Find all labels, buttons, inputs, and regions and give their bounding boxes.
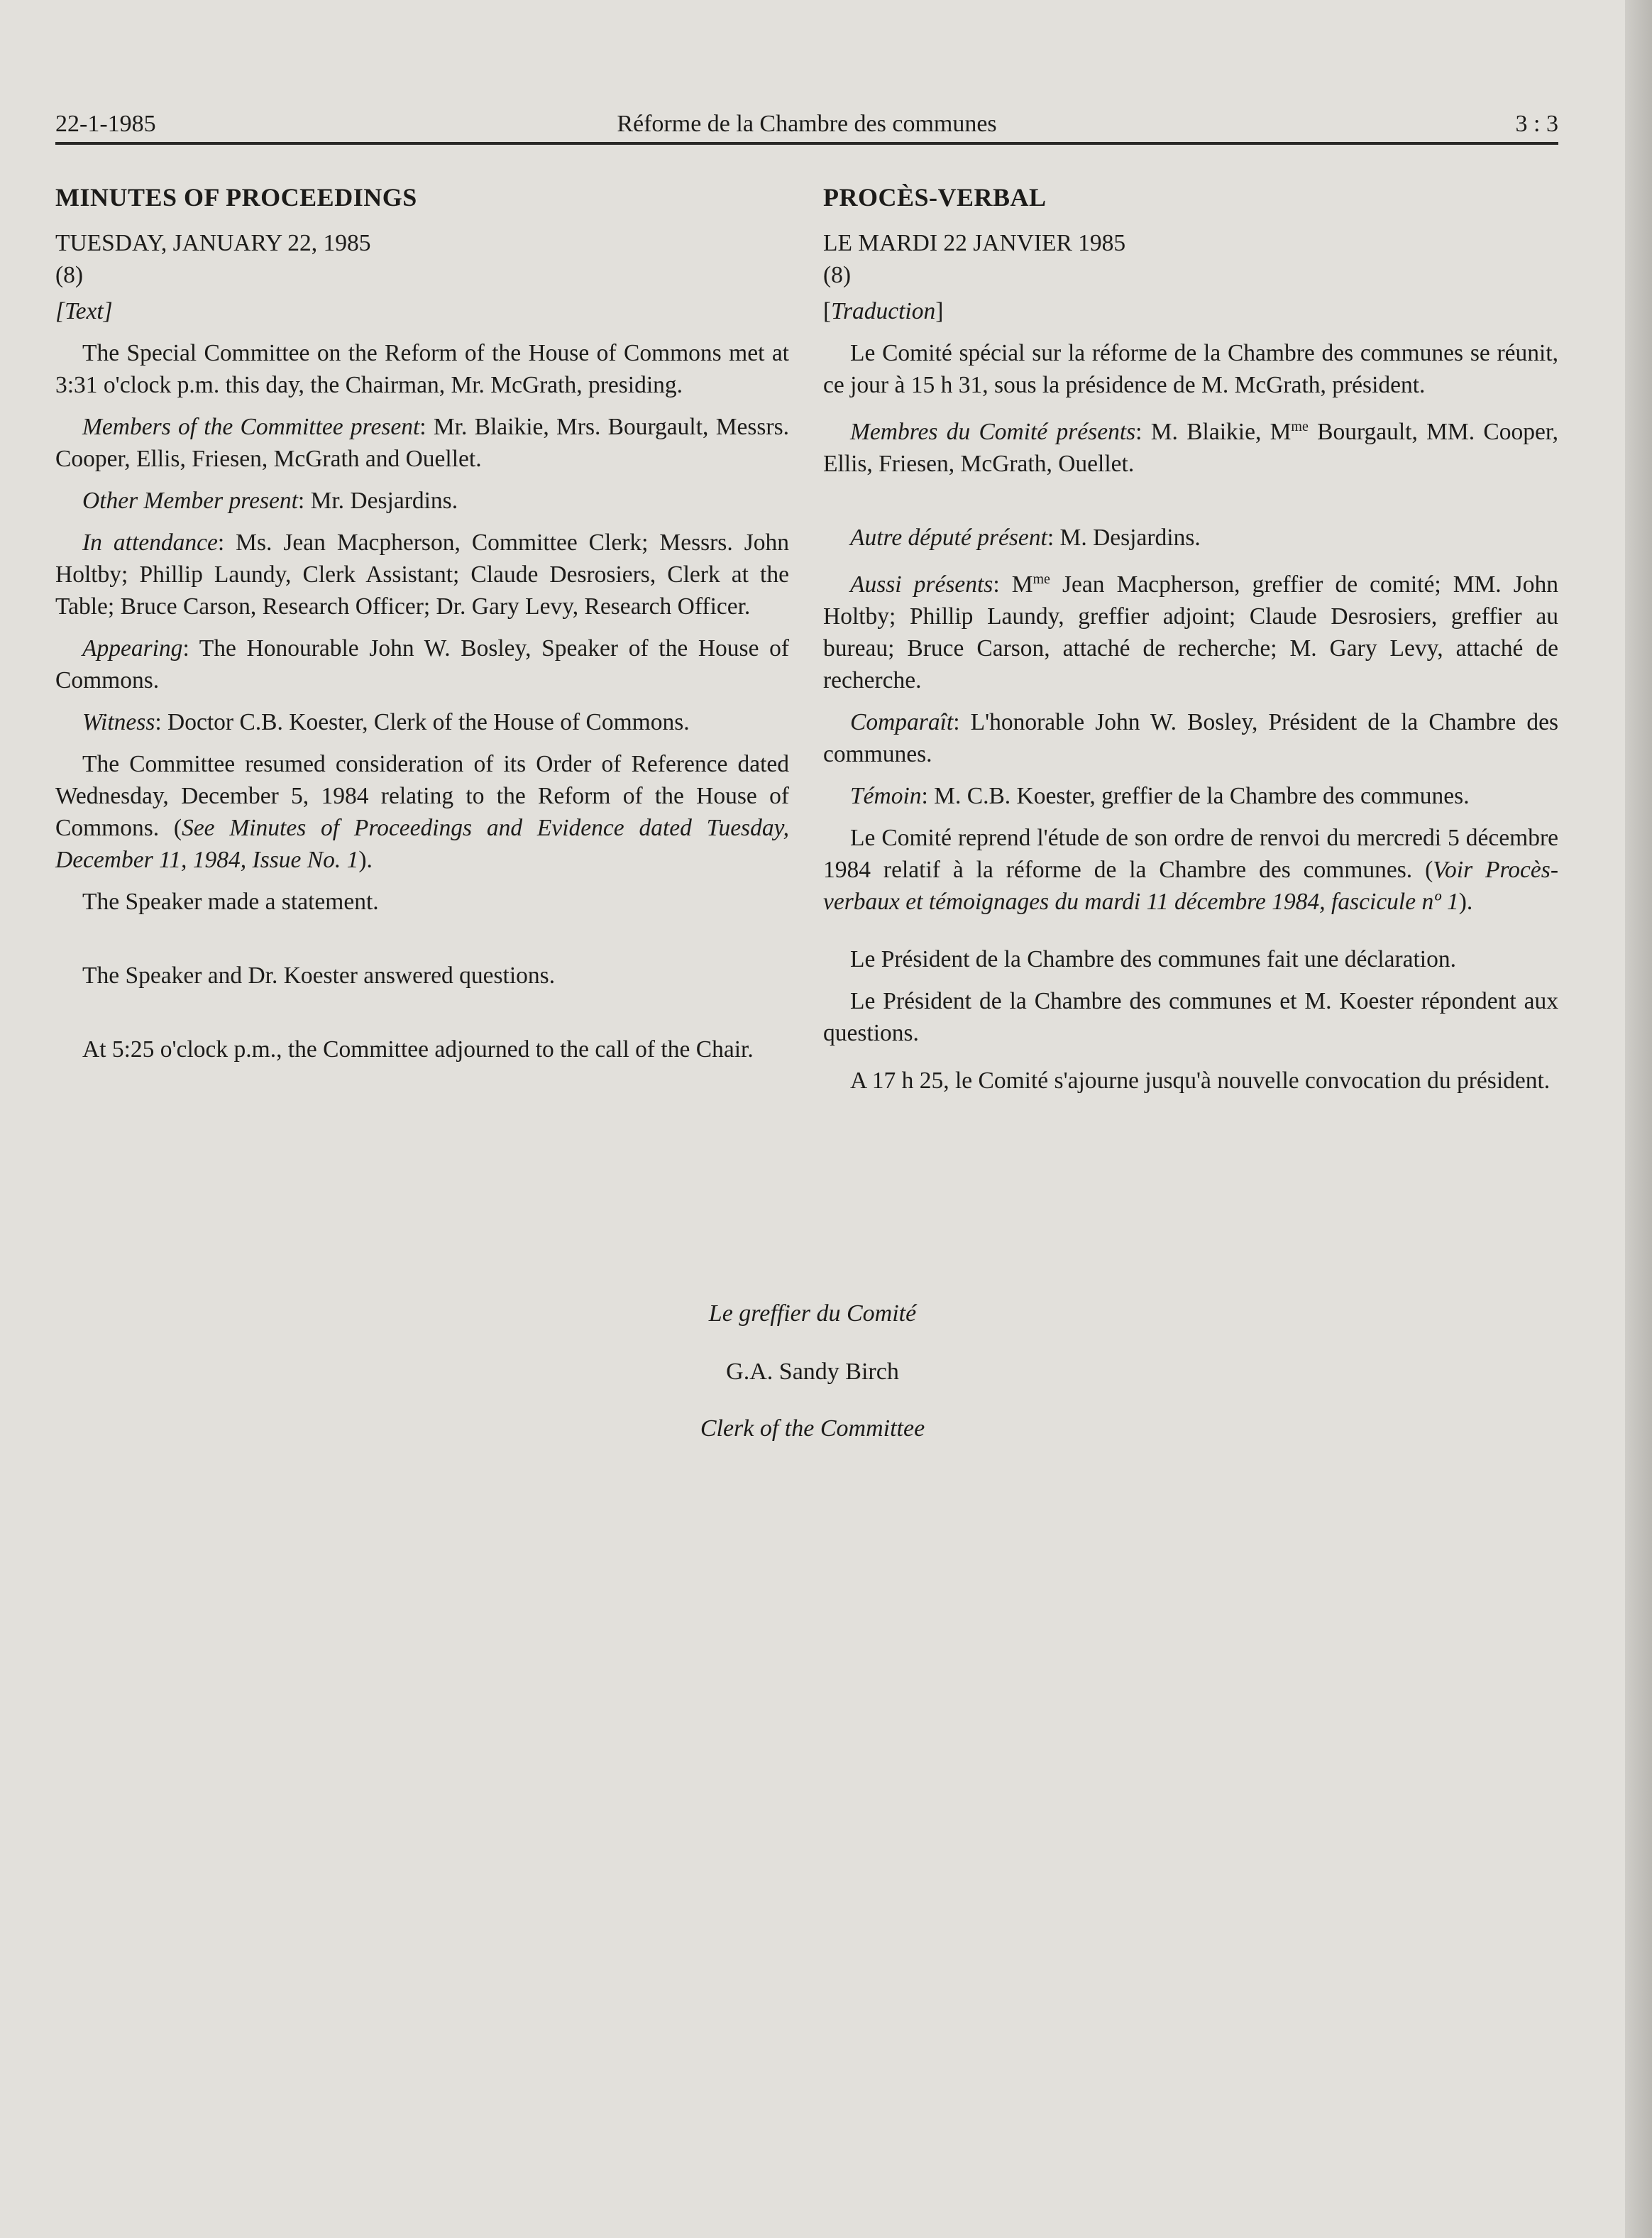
signature-title-english: Clerk of the Committee — [700, 1415, 925, 1442]
french-adjourned: A 17 h 25, le Comité s'ajourne jusqu'à nouvelle convocation du président. — [850, 1068, 1551, 1095]
french-column — [823, 182, 1558, 1097]
french-issue-number: (8) — [823, 262, 852, 288]
english-witness-label: Witness — [82, 709, 155, 735]
header-date: 22-1-1985 — [55, 111, 156, 137]
english-members-label: Members of the Committee present — [82, 414, 420, 440]
french-resumed-reference: Voir Procès-verbaux et témoignages du mardi 11 décembre 1984, fascicule nº 1 — [823, 857, 1558, 916]
english-appearing-label: Appearing — [82, 635, 183, 662]
french-members-label: Membres du Comité présents — [850, 419, 1136, 446]
french-members-paragraph — [823, 411, 1558, 480]
french-witness-text: : M. C.B. Koester, greffier de la Chambre des communes. — [921, 783, 1470, 810]
french-members-text-a: : M. Blaikie, M — [1135, 419, 1292, 446]
french-other-text: : M. Desjardins. — [1047, 525, 1201, 552]
english-resumed-reference: See Minutes of Proceedings and Evidence dated Tuesday, December 11, 1984, Issue No. 1 — [55, 815, 789, 873]
french-attendance-text-b: Jean Macpherson, greffier de comité; MM. John Holtby; Phillip Laundy, greffier adjoint; Claude Desrosiers, greffier au bureau; Bruce Carson, attaché de recherche; M. Gary Levy, attaché de recherche. — [823, 571, 1559, 694]
french-heading: PROCÈS-VERBAL — [823, 183, 1047, 212]
french-appearing-label: Comparaît — [850, 709, 954, 736]
french-resumed-paragraph — [823, 822, 1558, 918]
french-date-line: LE MARDI 22 JANVIER 1985 — [823, 230, 1126, 256]
french-resumed-text: Le Comité reprend l'étude de son ordre de renvoi du mercredi 5 décembre 1984 relatif à la réforme de la Chambre des communes. ( — [823, 825, 1558, 884]
english-attendance-text: : Ms. Jean Macpherson, Committee Clerk; Messrs. John Holtby; Phillip Laundy, Clerk Assistant; Claude Desrosiers, Clerk at the Table; Bruce Carson, Research Officer; Dr. Gary Levy, Research Officer. — [55, 530, 789, 620]
english-attendance-label: In attendance — [82, 530, 218, 556]
english-column — [55, 182, 789, 1065]
english-resumed-text: The Committee resumed consideration of its Order of Reference dated Wednesday, December 5, 1984 relating to the Reform of the House of Commons. ( — [55, 751, 789, 841]
english-issue-number: (8) — [55, 262, 84, 288]
french-appearing-paragraph — [823, 706, 1558, 770]
french-opening-paragraph: Le Comité spécial sur la réforme de la Chambre des communes se réunit, ce jour à 15 h 31, sous la présidence de M. McGrath, président. — [823, 340, 1558, 398]
french-statement: Le Président de la Chambre des communes fait une déclaration. — [850, 946, 1456, 973]
french-resumed-end: ). — [1458, 889, 1473, 916]
french-attendance-paragraph — [823, 564, 1558, 696]
english-witness-paragraph — [55, 706, 789, 738]
english-adjourned: At 5:25 o'clock p.m., the Committee adjourned to the call of the Chair. — [82, 1036, 754, 1063]
english-witness-text: : Doctor C.B. Koester, Clerk of the House of Commons. — [155, 709, 690, 735]
english-heading: MINUTES OF PROCEEDINGS — [55, 183, 417, 212]
signature-name: G.A. Sandy Birch — [726, 1359, 899, 1385]
french-other-member-paragraph — [823, 522, 1558, 554]
french-members-text-b: Bourgault, MM. Cooper, Ellis, Friesen, McGrath, Ouellet. — [823, 419, 1559, 478]
english-appearing-paragraph — [55, 632, 789, 696]
french-witness-label: Témoin — [850, 783, 922, 810]
signature-title-french: Le greffier du Comité — [708, 1300, 917, 1327]
header-title: Réforme de la Chambre des communes — [617, 111, 997, 137]
french-marker-close: ] — [935, 298, 944, 324]
english-other-member-paragraph — [55, 485, 789, 517]
page-header — [55, 106, 1558, 145]
french-members-sup: me — [1291, 419, 1309, 434]
french-text-marker — [823, 295, 1558, 327]
french-marker-word: Traduction — [831, 298, 936, 324]
header-page-number: 3 : 3 — [1515, 111, 1558, 137]
english-attendance-paragraph — [55, 527, 789, 622]
french-witness-paragraph — [823, 780, 1558, 812]
french-questions: Le Président de la Chambre des communes et M. Koester répondent aux questions. — [823, 988, 1558, 1047]
english-other-label: Other Member present — [82, 488, 298, 514]
english-questions: The Speaker and Dr. Koester answered questions. — [82, 962, 556, 989]
english-resumed-end: ). — [358, 847, 373, 873]
english-resumed-paragraph — [55, 748, 789, 876]
french-attendance-text-a: : M — [993, 571, 1033, 598]
english-other-text: : Mr. Desjardins. — [297, 488, 458, 514]
french-other-label: Autre député présent — [850, 525, 1047, 552]
english-statement: The Speaker made a statement. — [82, 889, 379, 915]
english-appearing-text: : The Honourable John W. Bosley, Speaker of the House of Commons. — [55, 635, 789, 693]
english-opening-paragraph: The Special Committee on the Reform of the House of Commons met at 3:31 o'clock p.m. this day, the Chairman, Mr. McGrath, presiding. — [55, 340, 789, 398]
french-appearing-text: : L'honorable John W. Bosley, Président de la Chambre des communes. — [823, 709, 1558, 768]
french-attendance-label: Aussi présents — [850, 571, 993, 598]
english-date-line: TUESDAY, JANUARY 22, 1985 — [55, 230, 371, 256]
english-members-text: : Mr. Blaikie, Mrs. Bourgault, Messrs. Cooper, Ellis, Friesen, McGrath and Ouellet. — [55, 414, 789, 472]
english-text-marker: [Text] — [55, 298, 113, 324]
french-marker-open: [ — [823, 298, 832, 324]
french-attendance-sup: me — [1032, 571, 1050, 588]
page-edge — [1625, 0, 1652, 2238]
english-members-paragraph — [55, 411, 789, 475]
